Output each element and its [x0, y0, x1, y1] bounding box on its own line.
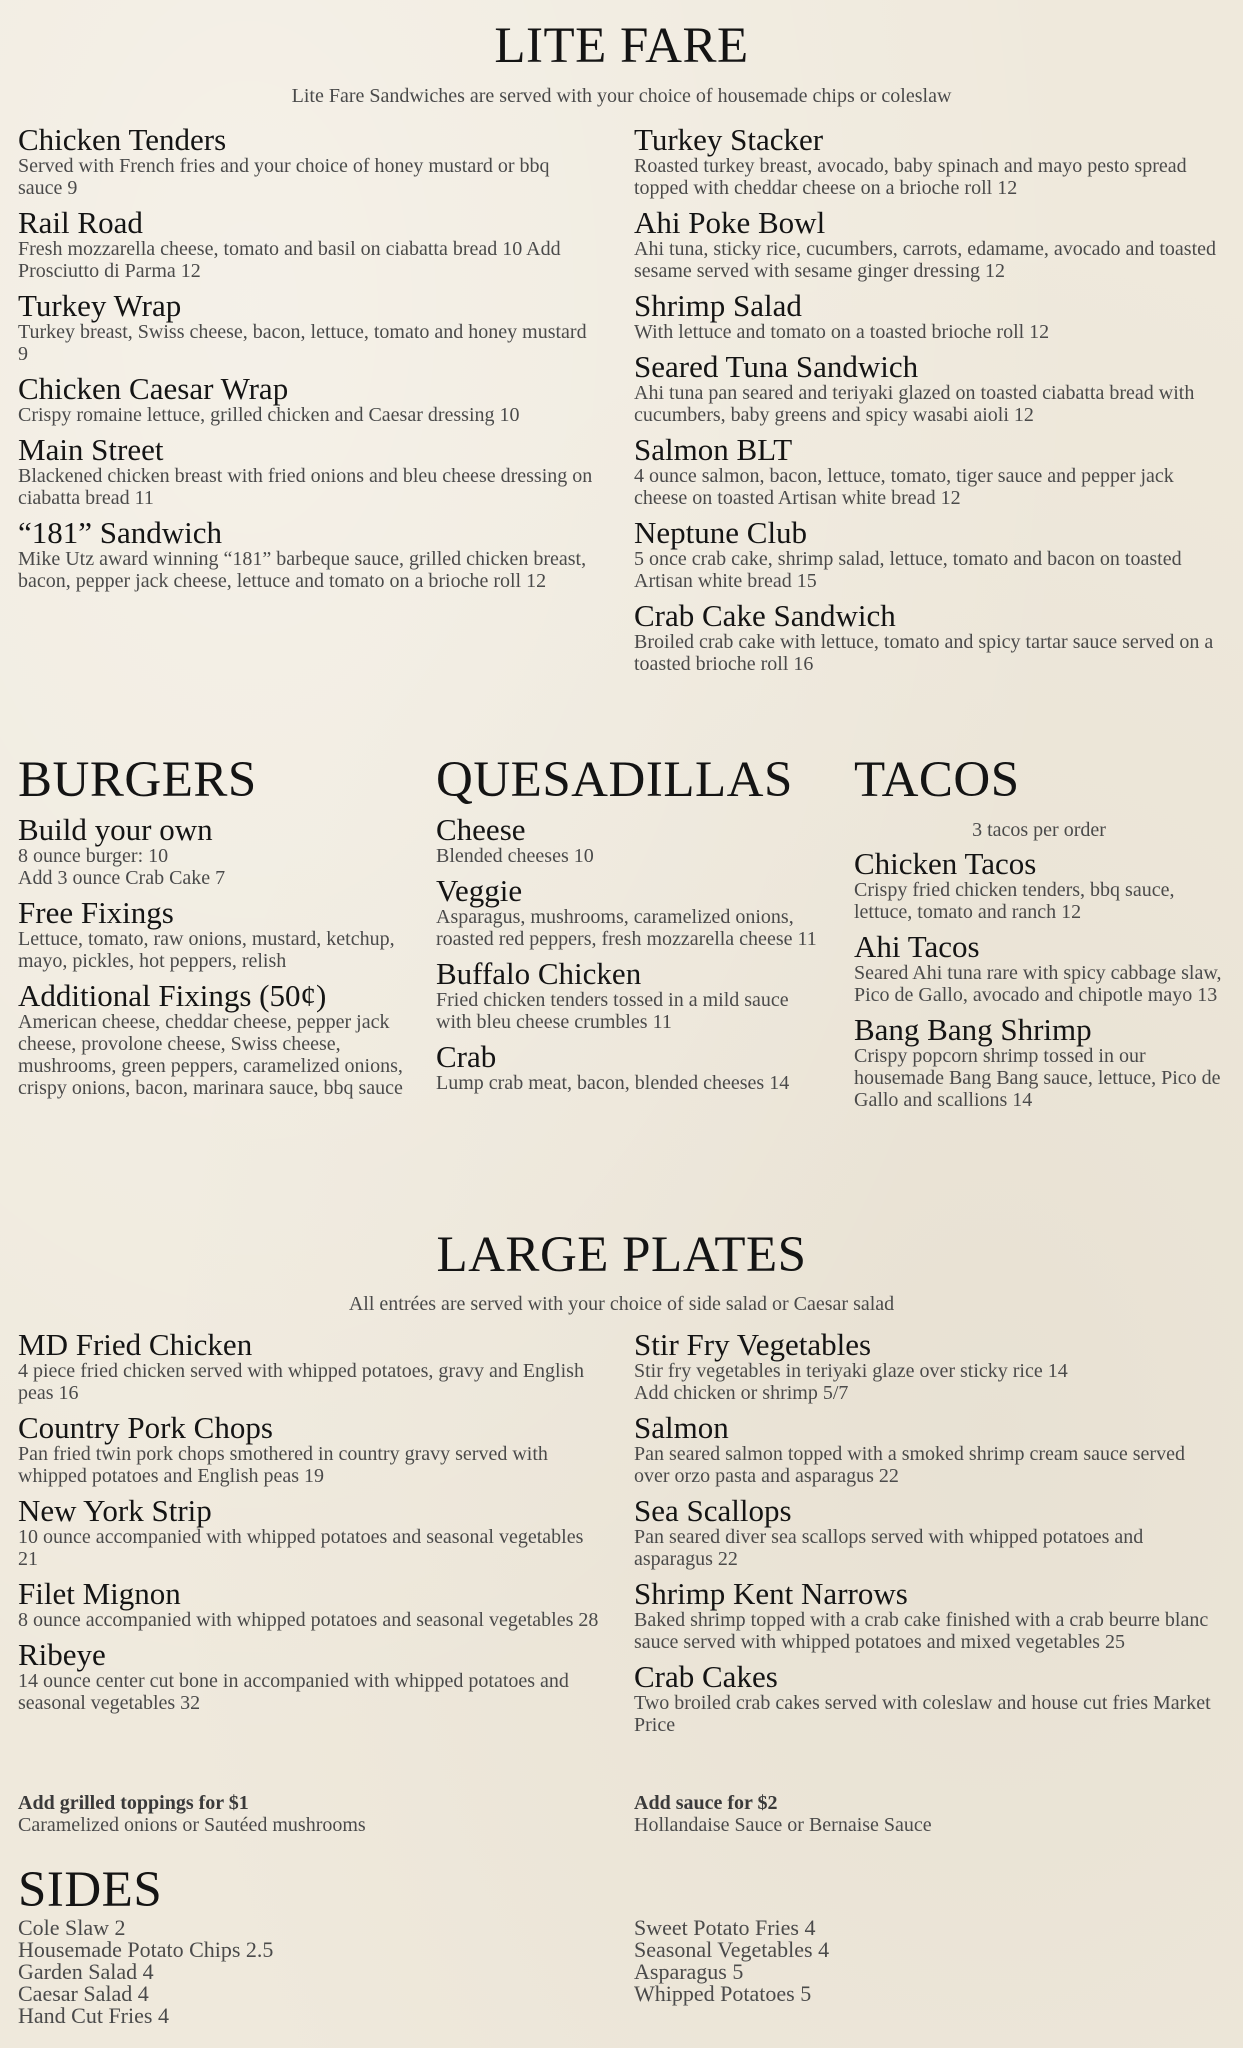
item-name: Neptune Club — [634, 515, 808, 550]
large-plates-title: LARGE PLATES — [436, 1227, 807, 1283]
menu-item — [18, 1576, 608, 1631]
item-name: Chicken Tenders — [18, 122, 227, 157]
grilled-toppings-addon — [18, 1792, 608, 1836]
menu-item — [18, 288, 598, 365]
menu-item — [18, 895, 403, 972]
item-name: Chicken Tacos — [854, 846, 1037, 881]
item-description: American cheese, cheddar cheese, pepper jack cheese, provolone cheese, Swiss cheese, mushrooms, green peppers, caramelized onions, crispy onions, bacon, marinara sauce, bbq sauce — [18, 1011, 403, 1099]
item-description: Two broiled crab cakes served with coleslaw and house cut fries Market Price — [634, 1692, 1211, 1736]
addon-title: Add sauce for $2 — [634, 1792, 778, 1814]
item-name: Stir Fry Vegetables — [634, 1327, 872, 1362]
menu-item — [854, 846, 1224, 923]
large-plates-right-column — [634, 1327, 1224, 1745]
item-name: Ahi Tacos — [854, 929, 980, 964]
item-description: 14 ounce center cut bone in accompanied with whipped potatoes and seasonal vegetables 32 — [18, 1670, 569, 1714]
side-item: Housemade Potato Chips 2.5 — [18, 1937, 274, 1962]
item-description: Served with French fries and your choice of honey mustard or bbq sauce 9 — [18, 155, 550, 199]
item-description: Roasted turkey breast, avocado, baby spinach and mayo pesto spread topped with cheddar cheese on a brioche roll 12 — [634, 155, 1187, 199]
item-name: MD Fried Chicken — [18, 1327, 253, 1362]
item-description: Fried chicken tenders tossed in a mild sauce with bleu cheese crumbles 11 — [436, 989, 789, 1033]
item-name: Bang Bang Shrimp — [854, 1012, 1092, 1047]
side-item: Whipped Potatoes 5 — [634, 1981, 812, 2006]
item-name: Seared Tuna Sandwich — [634, 349, 919, 384]
side-item: Asparagus 5 — [634, 1959, 744, 1984]
menu-item — [18, 1327, 608, 1404]
item-name: Filet Mignon — [18, 1576, 181, 1611]
item-description: Fresh mozzarella cheese, tomato and basil on ciabatta bread 10 Add Prosciutto di Parma 12 — [18, 238, 561, 282]
item-description: 8 ounce accompanied with whipped potatoes and seasonal vegetables 28 — [18, 1609, 599, 1631]
item-description: 4 piece fried chicken served with whipped potatoes, gravy and English peas 16 — [18, 1360, 584, 1404]
side-item: Sweet Potato Fries 4 — [634, 1915, 816, 1940]
menu-item — [634, 1493, 1224, 1570]
menu-item — [18, 515, 598, 592]
item-description: Seared Ahi tuna rare with spicy cabbage slaw, Pico de Gallo, avocado and chipotle mayo 13 — [854, 962, 1222, 1006]
item-description: Turkey breast, Swiss cheese, bacon, lettuce, tomato and honey mustard 9 — [18, 321, 587, 365]
item-name: Sea Scallops — [634, 1493, 792, 1528]
item-name: Country Pork Chops — [18, 1410, 273, 1445]
side-item: Seasonal Vegetables 4 — [634, 1937, 830, 1962]
side-item: Garden Salad 4 — [18, 1959, 154, 1984]
item-description: Asparagus, mushrooms, caramelized onions, roasted red peppers, fresh mozzarella cheese 11 — [436, 906, 817, 950]
item-name: Build your own — [18, 812, 213, 847]
addon-description: Hollandaise Sauce or Bernaise Sauce — [634, 1814, 932, 1836]
item-description: 5 once crab cake, shrimp salad, lettuce, tomato and bacon on toasted Artisan white bread 15 — [634, 548, 1182, 592]
sides-title: SIDES — [18, 1862, 163, 1918]
item-name: Turkey Stacker — [634, 122, 824, 157]
addon-description: Caramelized onions or Sautéed mushrooms — [18, 1814, 366, 1836]
menu-item — [436, 1039, 821, 1094]
item-description: Crispy popcorn shrimp tossed in our housemade Bang Bang sauce, lettuce, Pico de Gallo and scallions 14 — [854, 1045, 1221, 1111]
menu-item — [18, 122, 598, 199]
menu-item — [18, 978, 403, 1099]
item-name: Chicken Caesar Wrap — [18, 371, 289, 406]
menu-item — [634, 288, 1224, 343]
item-name: Ribeye — [18, 1637, 106, 1672]
lite-fare-title: LITE FARE — [494, 18, 749, 74]
item-name: Rail Road — [18, 205, 143, 240]
lite-fare-right-column — [634, 122, 1224, 684]
item-description: Ahi tuna pan seared and teriyaki glazed on toasted ciabatta bread with cucumbers, baby greens and spicy wasabi aioli 12 — [634, 382, 1195, 426]
burgers-column — [18, 812, 403, 1108]
item-name: Turkey Wrap — [18, 288, 182, 323]
menu-item — [634, 598, 1224, 675]
item-description: Ahi tuna, sticky rice, cucumbers, carrots, edamame, avocado and toasted sesame served with sesame ginger dressing 12 — [634, 238, 1217, 282]
item-description: Crispy fried chicken tenders, bbq sauce, lettuce, tomato and ranch 12 — [854, 879, 1175, 923]
item-description: Mike Utz award winning “181” barbeque sauce, grilled chicken breast, bacon, pepper jack cheese, lettuce and tomato on a brioche roll 12 — [18, 548, 587, 592]
sides-right-column — [634, 1917, 1224, 2005]
menu-item — [634, 1327, 1224, 1404]
menu-item — [634, 349, 1224, 426]
large-plates-left-column — [18, 1327, 608, 1723]
item-name: New York Strip — [18, 1493, 212, 1528]
quesadillas-column — [436, 812, 821, 1103]
tacos-note: 3 tacos per order — [972, 819, 1106, 841]
item-description: Blended cheeses 10 — [436, 845, 594, 867]
item-description: Baked shrimp topped with a crab cake finished with a crab beurre blanc sauce served with whipped potatoes and mixed vegetables 25 — [634, 1609, 1209, 1653]
menu-item — [634, 1410, 1224, 1487]
menu-item — [634, 515, 1224, 592]
menu-item — [436, 956, 821, 1033]
item-description: Pan seared diver sea scallops served with whipped potatoes and asparagus 22 — [634, 1526, 1144, 1570]
item-name: Salmon — [634, 1410, 729, 1445]
item-name: Crab Cakes — [634, 1659, 778, 1694]
side-item: Hand Cut Fries 4 — [18, 2003, 169, 2028]
item-name: “181” Sandwich — [18, 515, 223, 550]
lite-fare-left-column — [18, 122, 598, 601]
tacos-column — [854, 813, 1224, 1120]
item-name: Ahi Poke Bowl — [634, 205, 826, 240]
item-name: Shrimp Kent Narrows — [634, 1576, 908, 1611]
menu-item — [634, 432, 1224, 509]
item-name: Crab — [436, 1039, 497, 1074]
menu-item — [634, 205, 1224, 282]
menu-item — [18, 1637, 608, 1714]
menu-item — [634, 122, 1224, 199]
item-description: Lettuce, tomato, raw onions, mustard, ketchup, mayo, pickles, hot peppers, relish — [18, 928, 395, 972]
large-plates-subtitle: All entrées are served with your choice of side salad or Caesar salad — [348, 1293, 895, 1315]
addon-title: Add grilled toppings for $1 — [18, 1792, 249, 1814]
side-item: Caesar Salad 4 — [18, 1981, 149, 2006]
sides-left-column — [18, 1917, 608, 2027]
item-description: Lump crab meat, bacon, blended cheeses 14 — [436, 1072, 790, 1094]
item-name: Shrimp Salad — [634, 288, 802, 323]
lite-fare-subtitle: Lite Fare Sandwiches are served with your choice of housemade chips or coleslaw — [291, 85, 952, 107]
tacos-title: TACOS — [854, 752, 1020, 808]
item-name: Veggie — [436, 873, 523, 908]
item-name: Cheese — [436, 812, 526, 847]
menu-item — [634, 1576, 1224, 1653]
burgers-title: BURGERS — [18, 752, 257, 808]
item-name: Free Fixings — [18, 895, 174, 930]
item-description: Crispy romaine lettuce, grilled chicken and Caesar dressing 10 — [18, 404, 520, 426]
item-name: Buffalo Chicken — [436, 956, 642, 991]
menu-item — [18, 812, 403, 889]
menu-item — [18, 1410, 608, 1487]
item-name: Salmon BLT — [634, 432, 793, 467]
menu-item — [436, 812, 821, 867]
menu-item — [436, 873, 821, 950]
menu-item — [854, 1012, 1224, 1111]
menu-item — [634, 1659, 1224, 1736]
menu-item — [18, 371, 598, 426]
item-name: Additional Fixings (50¢) — [18, 978, 327, 1013]
item-description: Pan seared salmon topped with a smoked shrimp cream sauce served over orzo pasta and asparagus 22 — [634, 1443, 1185, 1487]
menu-item — [854, 929, 1224, 1006]
item-description: 8 ounce burger: 10 Add 3 ounce Crab Cake 7 — [18, 845, 226, 889]
quesadillas-title: QUESADILLAS — [436, 752, 793, 808]
item-description: Blackened chicken breast with fried onions and bleu cheese dressing on ciabatta bread 11 — [18, 465, 593, 509]
item-description: Stir fry vegetables in teriyaki glaze over sticky rice 14 Add chicken or shrimp 5/7 — [634, 1360, 1068, 1404]
menu-item — [18, 1493, 608, 1570]
sauce-addon — [634, 1792, 1224, 1836]
menu-item — [18, 205, 598, 282]
item-name: Crab Cake Sandwich — [634, 598, 896, 633]
item-description: 4 ounce salmon, bacon, lettuce, tomato, tiger sauce and pepper jack cheese on toasted Artisan white bread 12 — [634, 465, 1174, 509]
menu-item — [18, 432, 598, 509]
item-description: Pan fried twin pork chops smothered in country gravy served with whipped potatoes and English peas 19 — [18, 1443, 548, 1487]
item-name: Main Street — [18, 432, 164, 467]
item-description: Broiled crab cake with lettuce, tomato and spicy tartar sauce served on a toasted brioche roll 16 — [634, 631, 1214, 675]
side-item: Cole Slaw 2 — [18, 1915, 126, 1940]
item-description: 10 ounce accompanied with whipped potatoes and seasonal vegetables 21 — [18, 1526, 584, 1570]
item-description: With lettuce and tomato on a toasted brioche roll 12 — [634, 321, 1050, 343]
